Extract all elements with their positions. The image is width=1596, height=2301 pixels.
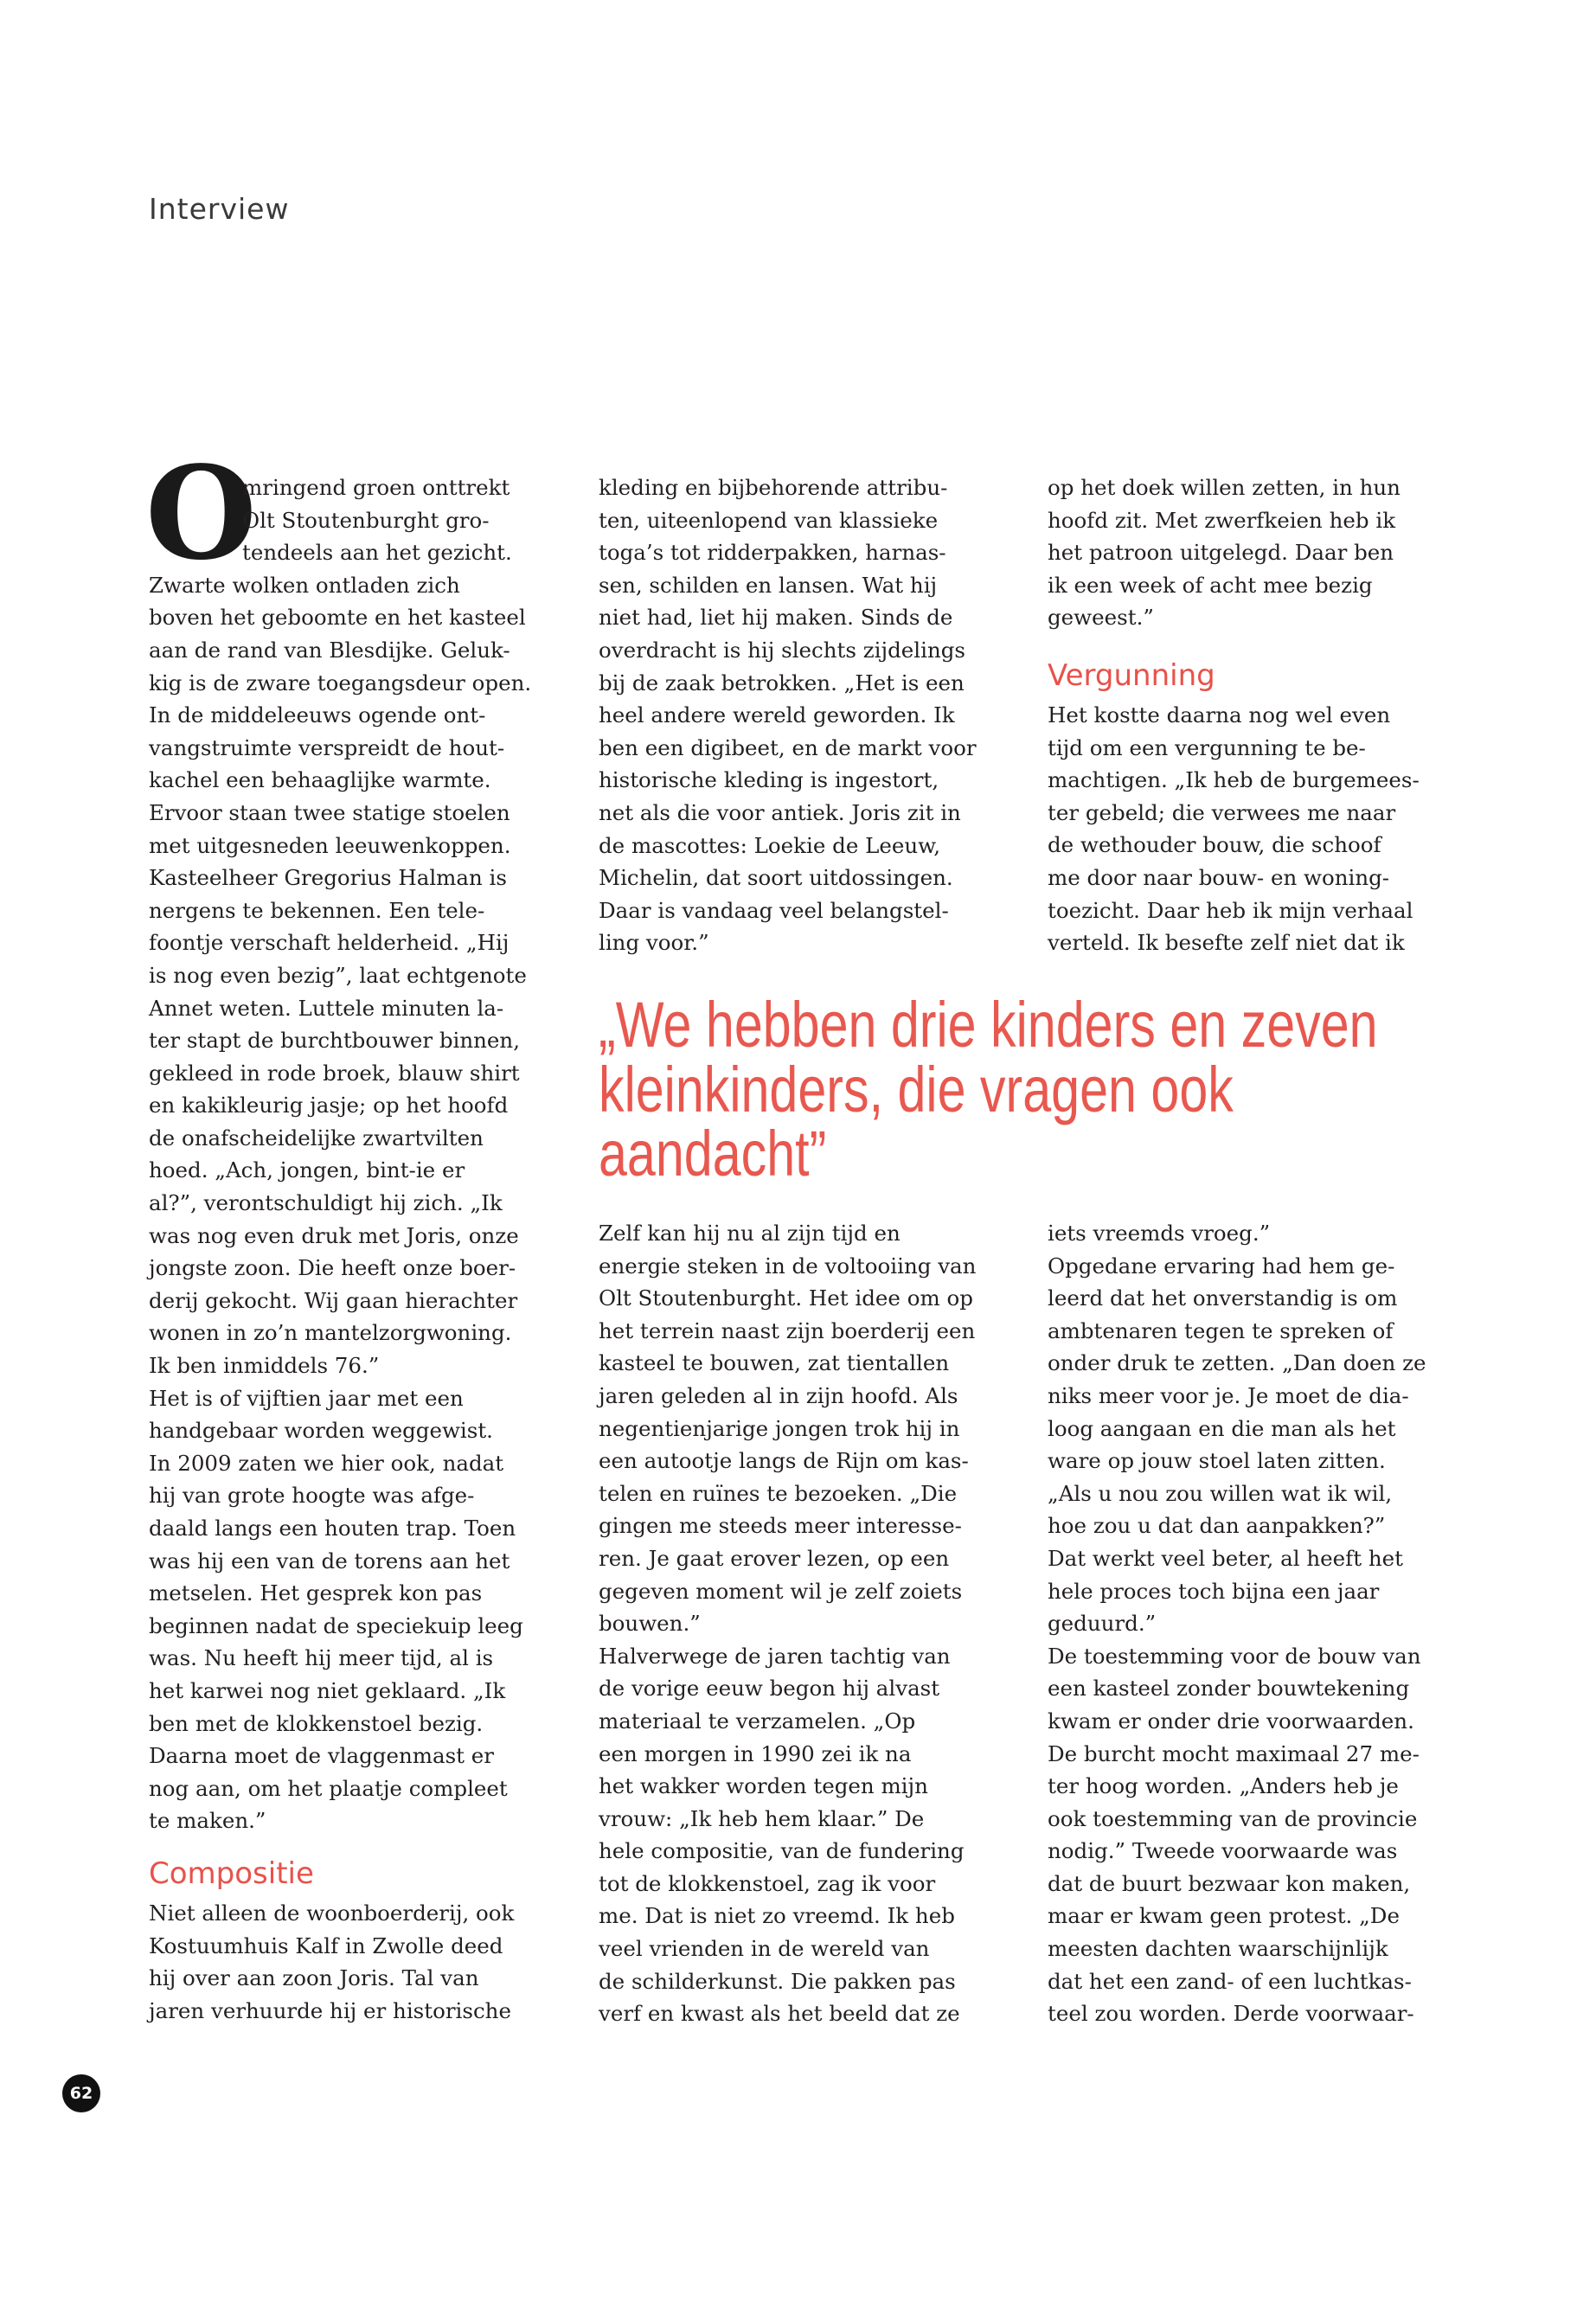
text-line: kwam er onder drie voorwaarden.: [1048, 1708, 1414, 1734]
text-line: net als die voor antiek. Joris zit in: [599, 799, 961, 825]
text-line: iets vreemds vroeg.”: [1048, 1221, 1271, 1246]
text-line: tot de klokkenstoel, zag ik voor: [599, 1870, 936, 1896]
text-line: tendeels aan het gezicht.: [242, 540, 512, 566]
text-line: hoe zou u dat dan aanpakken?”: [1048, 1513, 1386, 1539]
pull-quote-line: kleinkinders, die vragen ook: [599, 1053, 1234, 1125]
text-line: een kasteel zonder bouwtekening: [1048, 1676, 1410, 1702]
text-line: gegeven moment wil je zelf zoiets: [599, 1578, 963, 1604]
text-line: nodig.” Tweede voorwaarde was: [1048, 1838, 1398, 1864]
text-line: Opgedane ervaring had hem ge-: [1048, 1253, 1395, 1279]
text-line: leerd dat het onverstandig is om: [1048, 1285, 1398, 1311]
pull-quote: [599, 989, 1429, 1189]
text-line: boven het geboomte en het kasteel: [149, 605, 526, 631]
text-line: hoed. „Ach, jongen, bint-ie er: [149, 1157, 465, 1183]
text-line: maar er kwam geen protest. „De: [1048, 1903, 1400, 1929]
text-line: ware op jouw stoel laten zitten.: [1048, 1448, 1386, 1474]
text-line: Annet weten. Luttele minuten la-: [149, 995, 504, 1021]
column-3-bottom: [1048, 1217, 1471, 2030]
text-line: de wethouder bouw, die schoof: [1048, 832, 1381, 858]
text-line: vrouw: „Ik heb hem klaar.” De: [599, 1805, 925, 1831]
text-line: Halverwege de jaren tachtig van: [599, 1643, 951, 1669]
text-line: energie steken in de voltooiing van: [599, 1253, 977, 1279]
text-line: dat de buurt bezwaar kon maken,: [1048, 1870, 1411, 1896]
text-line: me door naar bouw- en woning-: [1048, 864, 1390, 890]
text-line: mringend groen onttrekt: [242, 475, 510, 500]
text-line: In de middeleeuws ogende ont-: [149, 702, 486, 728]
text-line: teel zou worden. Derde voorwaar-: [1048, 2001, 1414, 2027]
text-line: toezicht. Daar heb ik mijn verhaal: [1048, 897, 1413, 923]
page-number-badge: 62: [62, 2074, 100, 2112]
text-line: te maken.”: [149, 1808, 266, 1834]
text-line: machtigen. „Ik heb de burgemees-: [1048, 767, 1420, 793]
text-line: kleding en bijbehorende attribu-: [599, 475, 948, 500]
text-line: me. Dat is niet zo vreemd. Ik heb: [599, 1903, 955, 1929]
text-line: geduurd.”: [1048, 1611, 1157, 1637]
text-line: hij over aan zoon Joris. Tal van: [149, 1965, 479, 1991]
text-line: Ervoor staan twee statige stoelen: [149, 799, 510, 825]
section-label: Interview: [149, 192, 290, 226]
text-line: vangstruimte verspreidt de hout-: [149, 734, 505, 760]
text-line: met uitgesneden leeuwenkoppen.: [149, 832, 511, 858]
text-line: geweest.”: [1048, 605, 1154, 631]
text-line: op het doek willen zetten, in hun: [1048, 475, 1401, 500]
text-line: Olt Stoutenburght gro-: [242, 507, 490, 533]
column-1-top: [149, 471, 573, 1837]
text-line: de mascottes: Loekie de Leeuw,: [599, 832, 941, 858]
text-line: In 2009 zaten we hier ook, nadat: [149, 1450, 504, 1476]
text-line: beginnen nadat de speciekuip leeg: [149, 1612, 523, 1638]
text-line: was nog even druk met Joris, onze: [149, 1222, 519, 1248]
text-line: gingen me steeds meer interesse-: [599, 1513, 962, 1539]
text-line: ling voor.”: [599, 930, 709, 956]
text-line: jongste zoon. Die heeft onze boer-: [149, 1255, 516, 1281]
text-line: kachel een behaaglijke warmte.: [149, 767, 491, 793]
text-line: Olt Stoutenburght. Het idee om op: [599, 1285, 973, 1311]
text-line: wonen in zo’n mantelzorgwoning.: [149, 1320, 512, 1346]
text-line: een morgen in 1990 zei ik na: [599, 1740, 912, 1766]
text-line: onder druk te zetten. „Dan doen ze: [1048, 1350, 1426, 1376]
text-line: toga’s tot ridderpakken, harnas-: [599, 540, 946, 566]
column-3-top: [1048, 471, 1471, 634]
text-line: overdracht is hij slechts zijdelings: [599, 637, 965, 663]
pull-quote-line: aandacht”: [599, 1118, 827, 1189]
text-line: hele proces toch bijna een jaar: [1048, 1578, 1380, 1604]
text-line: verf en kwast als het beeld dat ze: [599, 2001, 960, 2027]
text-line: foontje verschaft helderheid. „Hij: [149, 930, 510, 956]
subheading-compositie: Compositie: [149, 1856, 314, 1891]
text-line: Zwarte wolken ontladen zich: [149, 572, 460, 598]
text-line: aan de rand van Blesdijke. Geluk-: [149, 637, 510, 663]
text-line: hij van grote hoogte was afge-: [149, 1483, 475, 1509]
text-line: heel andere wereld geworden. Ik: [599, 702, 955, 728]
text-line: Het is of vijftien jaar met een: [149, 1385, 464, 1411]
text-line: metselen. Het gesprek kon pas: [149, 1580, 483, 1606]
text-line: Ik ben inmiddels 76.”: [149, 1353, 380, 1379]
text-line: nergens te bekennen. Een tele-: [149, 897, 485, 923]
text-line: handgebaar worden weggewist.: [149, 1418, 493, 1444]
text-line: kig is de zware toegangsdeur open.: [149, 670, 532, 695]
text-line: al?”, verontschuldigt hij zich. „Ik: [149, 1190, 503, 1216]
text-line: was hij een van de torens aan het: [149, 1548, 510, 1574]
text-line: verteld. Ik besefte zelf niet dat ik: [1048, 930, 1405, 956]
text-line: veel vrienden in de wereld van: [599, 1936, 930, 1962]
text-line: Michelin, dat soort uitdossingen.: [599, 865, 953, 891]
drop-cap: O: [145, 438, 257, 588]
column-2-top: [599, 471, 1022, 959]
text-line: ambtenaren tegen te spreken of: [1048, 1317, 1394, 1343]
text-line: bouwen.”: [599, 1611, 701, 1637]
text-line: meesten dachten waarschijnlijk: [1048, 1936, 1388, 1962]
text-line: loog aangaan en die man als het: [1048, 1415, 1396, 1441]
text-line: het wakker worden tegen mijn: [599, 1773, 928, 1799]
text-line: Het kostte daarna nog wel even: [1048, 702, 1391, 727]
text-line: Dat werkt veel beter, al heeft het: [1048, 1545, 1403, 1571]
text-line: ben een digibeet, en de markt voor: [599, 734, 977, 760]
text-line: Niet alleen de woonboerderij, ook: [149, 1900, 515, 1926]
text-line: ik een week of acht mee bezig: [1048, 572, 1373, 598]
text-line: historische kleding is ingestort,: [599, 767, 939, 793]
text-line: sen, schilden en lansen. Wat hij: [599, 572, 938, 598]
text-line: jaren verhuurde hij er historische: [149, 1997, 511, 2023]
text-line: Zelf kan hij nu al zijn tijd en: [599, 1221, 901, 1246]
text-line: daald langs een houten trap. Toen: [149, 1516, 516, 1541]
text-line: ten, uiteenlopend van klassieke: [599, 507, 939, 533]
text-line: hoofd zit. Met zwerfkeien heb ik: [1048, 507, 1396, 533]
text-line: ren. Je gaat erover lezen, op een: [599, 1545, 950, 1571]
text-line: dat het een zand- of een luchtkas-: [1048, 1968, 1412, 1994]
text-line: de schilderkunst. Die pakken pas: [599, 1968, 956, 1994]
text-line: ook toestemming van de provincie: [1048, 1805, 1418, 1831]
text-line: gekleed in rode broek, blauw shirt: [149, 1060, 520, 1086]
text-line: het terrein naast zijn boerderij een: [599, 1317, 976, 1343]
text-line: tijd om een vergunning te be-: [1048, 734, 1366, 760]
text-line: was. Nu heeft hij meer tijd, al is: [149, 1645, 494, 1671]
column-2-bottom: [599, 1217, 1022, 2030]
text-line: een autootje langs de Rijn om kas-: [599, 1448, 969, 1474]
text-line: bij de zaak betrokken. „Het is een: [599, 670, 965, 695]
text-line: de onafscheidelijke zwartvilten: [149, 1125, 484, 1150]
text-line: Kasteelheer Gregorius Halman is: [149, 865, 507, 891]
text-line: Kostuumhuis Kalf in Zwolle deed: [149, 1932, 503, 1958]
text-line: De burcht mocht maximaal 27 me-: [1048, 1740, 1420, 1766]
text-line: kasteel te bouwen, zat tientallen: [599, 1350, 950, 1376]
text-line: negentienjarige jongen trok hij in: [599, 1415, 960, 1441]
text-line: hele compositie, van de fundering: [599, 1838, 965, 1864]
pull-quote-line: „We hebben drie kinders en zeven: [599, 989, 1378, 1061]
text-line: derij gekocht. Wij gaan hierachter: [149, 1287, 518, 1313]
text-line: „Als u nou zou willen wat ik wil,: [1048, 1480, 1393, 1506]
text-line: het patroon uitgelegd. Daar ben: [1048, 540, 1394, 566]
text-line: ter stapt de burchtbouwer binnen,: [149, 1028, 521, 1054]
column-1-bottom: [149, 1897, 573, 2027]
text-line: materiaal te verzamelen. „Op: [599, 1708, 916, 1734]
text-line: niet had, liet hij maken. Sinds de: [599, 605, 953, 631]
text-line: en kakikleurig jasje; op het hoofd: [149, 1093, 509, 1118]
column-3-middle: [1048, 699, 1471, 959]
text-line: telen en ruïnes te bezoeken. „Die: [599, 1480, 958, 1506]
text-line: ter hoog worden. „Anders heb je: [1048, 1773, 1399, 1799]
text-line: Daarna moet de vlaggenmast er: [149, 1743, 495, 1769]
text-line: ter gebeld; die verwees me naar: [1048, 799, 1396, 825]
text-line: is nog even bezig”, laat echtgenote: [149, 962, 527, 988]
text-line: niks meer voor je. Je moet de dia-: [1048, 1382, 1409, 1408]
text-line: jaren geleden al in zijn hoofd. Als: [599, 1382, 958, 1408]
text-line: De toestemming voor de bouw van: [1048, 1643, 1421, 1669]
text-line: de vorige eeuw begon hij alvast: [599, 1676, 940, 1702]
text-line: het karwei nog niet geklaard. „Ik: [149, 1677, 506, 1703]
text-line: ben met de klokkenstoel bezig.: [149, 1710, 484, 1736]
text-line: nog aan, om het plaatje compleet: [149, 1775, 508, 1801]
subheading-vergunning: Vergunning: [1048, 658, 1215, 693]
text-line: Daar is vandaag veel belangstel-: [599, 897, 949, 923]
